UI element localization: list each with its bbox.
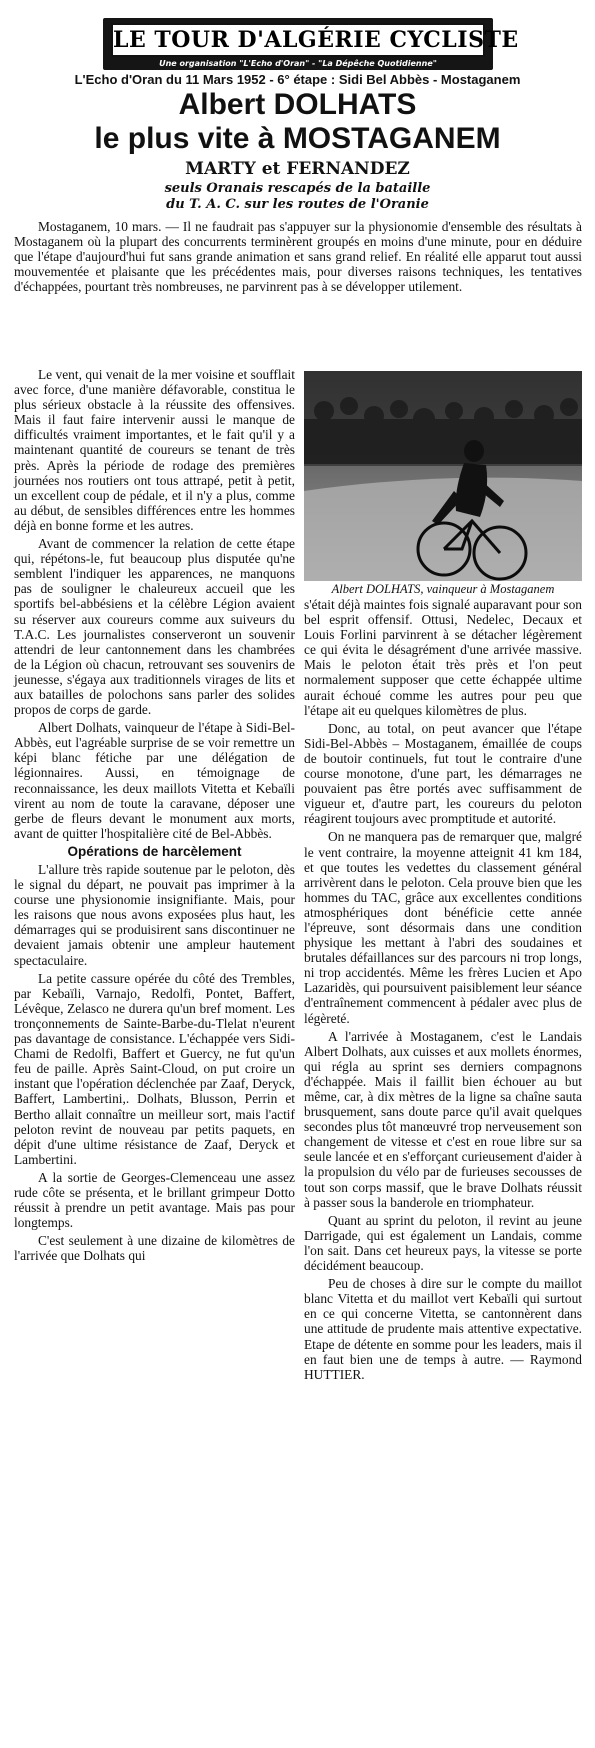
article-paragraph: La petite cassure opérée du côté des Trembles, par Kebaïli, Varnajo, Redolfi, Pontet, Baffert, Lévêque, Zelasco ne durera qu'un bref moment. Les tronçonnements de Sainte-Barbe-du-Tlelat n'eurent pas davantage de consistance. L'échappée vers Sidi-Chami de Redolfi, Baffert et Guercy, ne fut qu'un feu de paille. Après Saint-Cloud, on put croire un instant que l'opération déclenchée par Zaaf, Deryck, Baffert, Lambertini,. Dolhats, Blusson, Perrin et Bertho allait connaître un meilleur sort, mais l'actif peloton revint de nouveau par petits paquets, en dépit d'une ultime résistance de Zaaf, Deryck et Lambertini. xyxy=(14,970,295,1167)
subheadline: MARTY et FERNANDEZ xyxy=(185,159,410,179)
article-column-right xyxy=(304,597,582,1385)
article-paragraph: Avant de commencer la relation de cette étape qui, répétons-le, fut beaucoup plus disputée qu'ne semblent l'indiquer les apparences, ne manquons pas de souligner le chaleureux accueil que les sportifs bel-abbésiens et la célèbre Légion avaient su réserver aux coureurs comme aux suiveurs du T.A.C. Les journalistes conserveront un souvenir attendri de leur cantonnement dans les chambrées de la Légion où chacun, retrouvant ses souvenirs de jeunesse, s'égaya aux traditionnels virages de lits et aux batailles de polochons sans parler des solides propos de corps de garde. xyxy=(14,536,295,718)
deck xyxy=(0,181,595,213)
deck-line-1: seuls Oranais rescapés de la bataille xyxy=(164,181,431,196)
article-column-left xyxy=(14,367,295,1266)
banner-title: LE TOUR D'ALGÉRIE CYCLISTE xyxy=(113,27,519,53)
article-paragraph: A l'arrivée à Mostaganem, c'est le Landais Albert Dolhats, aux cuisses et aux mollets énormes, qui régla au sprint ses derniers compagnons d'échappée. Mais il faillit bien échouer au but même, car, à dix mètres de la ligne sa chaîne sauta brusquement, sans doute parce qu'il avait quelques secondes plus tôt manœuvré trop nerveusement son changement de vitesse et c'est en roue libre sur sa seule lancée et en s'efforçant curieusement d'aider à la propulsion du vélo par de furieuses secousses de tout son corps massif, que le brave Dolhats réussit à passer sous la banderole en triomphateur. xyxy=(304,1028,582,1210)
intro-paragraph: Mostaganem, 10 mars. — Il ne faudrait pas s'appuyer sur la physionomie d'ensemble des résultats à Mostaganem où la plupart des concurrents terminèrent groupés en moins d'une minute, pour en déduire que l'étape d'aujourd'hui fut sans grande animation et sans grand relief. En réalité elle apparut tout aussi mouvementée et plaisante que les précédentes mais, pour diverses raisons techniques, les tentatives d'échappées, pourtant très nombreuses, ne parvinrent pas à se développer utilement. xyxy=(14,219,582,295)
article-paragraph: Albert Dolhats, vainqueur de l'étape à Sidi-Bel-Abbès, eut l'agréable surprise de se voir remettre un képi blanc fétiche par une délégation de légionnaires. Aussi, en témoignage de reconnaissance, les deux maillots Vitetta et Kebaïli virent au nom de toute la caravane, déposer une gerbe de fleurs devant le monument aux morts, avant de quitter l'hospitalière cité de Bel-Abbès. xyxy=(14,720,295,841)
article-paragraph: Donc, au total, on peut avancer que l'étape Sidi-Bel-Abbès – Mostaganem, émaillée de coups de boutoir continuels, fut tout le contraire d'une course monotone, d'une part, les démarrages ne pouvaient pas être portés avec suffisamment de vigueur et, d'autre part, les coureurs du peloton réagirent toujours avec promptitude et autorité. xyxy=(304,720,582,827)
article-paragraph: L'allure très rapide soutenue par le peloton, dès le signal du départ, ne pouvait pas imprimer à la course une physionomie insignifiante. Mais, pour les raisons que nous avons exposées plus haut, les démarrages qui se produisirent sans discontinuer ne devaient jamais obtenir une ampleur hautement spectaculaire. xyxy=(14,862,295,968)
banner-title-box xyxy=(111,23,519,57)
banner-subtitle: Une organisation "L'Echo d'Oran" - "La Dépêche Quotidienne" xyxy=(159,59,437,68)
cyclist-photo xyxy=(304,371,582,581)
cyclist-photo-image xyxy=(304,371,582,581)
deck-line-2: du T. A. C. sur les routes de l'Oranie xyxy=(166,197,429,212)
section-heading: Opérations de harcèlement xyxy=(67,843,242,859)
headline-line-2: le plus vite à MOSTAGANEM xyxy=(94,122,501,155)
event-banner xyxy=(103,18,519,70)
headline xyxy=(0,88,595,156)
article-paragraph: On ne manquera pas de remarquer que, malgré le vent contraire, la moyenne atteignit 41 km 184, et que toutes les vedettes du classement général arrivèrent dans le peloton. Cela prouve bien que les hommes du TAC, grâce aux excellentes conditions atmosphériques dont bénéficie cette année l'épreuve, sont désormais dans une condition physique les mettant à l'abri des soudaines et brutales défaillances sur des parcours ni trop longs, ni trop accidentés. Même les frères Lucien et Apo Lazaridès, qui poursuivent paisiblement leur séance d'entraînement commencent à pédaler avec plus de légèreté. xyxy=(304,829,582,1026)
article-paragraph: C'est seulement à une dizaine de kilomètres de l'arrivée que Dolhats qui xyxy=(14,1233,295,1264)
article-paragraph: Peu de choses à dire sur le compte du maillot blanc Vitetta et du maillot vert Kebaïli qui surtout en ce qui concerne Vitetta, se cantonnèrent dans une attitude de prudente mais attentive expectative. Etape de détente en somme pour les leaders, mais il en faut bien une de temps à autre. — Raymond HUTTIER. xyxy=(304,1276,582,1382)
article-paragraph: A la sortie de Georges-Clemenceau une assez rude côte se présenta, et le brillant grimpeur Dotto réussit à prendre un petit avantage. Mais pas pour longtemps. xyxy=(14,1169,295,1231)
headline-line-1: Albert DOLHATS xyxy=(178,88,417,121)
source-line: L'Echo d'Oran du 11 Mars 1952 - 6° étape : Sidi Bel Abbès - Mostaganem xyxy=(74,72,521,87)
photo-caption: Albert DOLHATS, vainqueur à Mostaganem xyxy=(331,582,555,596)
article-paragraph: Le vent, qui venait de la mer voisine et soufflait avec force, d'une manière défavorable, constitua le plus sérieux obstacle à la réussite des offensives. Mais il faut faire intervenir aussi le manque de difficultés vraiment importantes, et le fait qu'il y a maintenant quantité de coureurs se tenant de très près. Après la période de rodage des premières journées nos routiers ont tous attrapé, petit à petit, un excellent coup de pédale, et il n'y a plus, comme au début, de sensibles différences entre les hommes déjà en bonne forme et les autres. xyxy=(14,367,295,533)
article-intro xyxy=(14,219,582,297)
article-paragraph: s'était déjà maintes fois signalé auparavant pour son bel esprit offensif. Ottusi, Nedelec, Decaux et Louis Forlini parvinrent à se détacher légèrement ce qui évita le désagrément d'une arrivée massive. Mais le peloton était très près et l'on peut normalement supposer que cette échappée ultime aurait échoué comme les autres pour peu que l'étape ait eu quelques kilomètres de plus. xyxy=(304,597,582,718)
article-paragraph: Quant au sprint du peloton, il revint au jeune Darrigade, qui est également un Landais, comme l'on sait. Dans cet heureux pays, la vitesse se porte décidément beaucoup. xyxy=(304,1212,582,1274)
